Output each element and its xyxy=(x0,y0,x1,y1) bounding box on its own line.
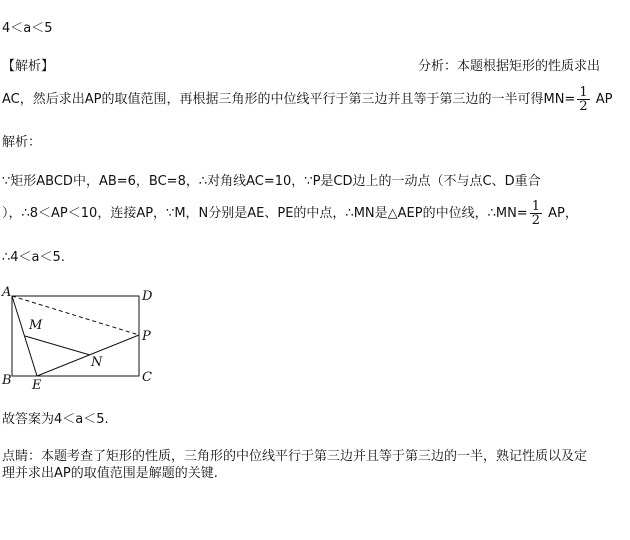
rectangle-figure xyxy=(0,283,170,393)
note-line-1: 点睛：本题考查了矩形的性质，三角形的中位线平行于第三边并且等于第三边的一半，熟记性质以及定 xyxy=(2,449,588,464)
analysis-line-2-tail: AP xyxy=(595,92,613,107)
fraction-half xyxy=(577,86,589,113)
final-answer: 故答案为4＜a＜5. xyxy=(2,412,109,427)
fraction-half-2 xyxy=(530,200,542,227)
jiexi-label: 解析： xyxy=(2,135,42,150)
label-a: A xyxy=(2,285,12,300)
label-d: D xyxy=(142,289,153,304)
segment-ae xyxy=(12,296,37,376)
rectangle-abcd xyxy=(12,296,139,376)
label-e: E xyxy=(32,378,42,393)
segment-mn xyxy=(25,336,90,355)
fraction-denominator-2: 2 xyxy=(531,213,540,228)
fraction-numerator: 1 xyxy=(579,85,588,100)
label-p: P xyxy=(142,329,151,344)
solution-line-2-text: ），∴8＜AP＜10，连接AP，∵M，N分别是AE、PE的中点，∴MN是△AEP的中位线，∴MN= xyxy=(2,206,528,221)
label-b: B xyxy=(2,373,12,388)
label-m: M xyxy=(29,318,43,333)
jiexi-header: 【解析】 xyxy=(2,59,55,74)
solution-line-3: ∴4＜a＜5. xyxy=(2,250,65,265)
analysis-line-2 xyxy=(2,86,612,113)
answer-top: 4＜a＜5 xyxy=(2,21,53,36)
solution-line-2-tail: AP， xyxy=(548,206,578,221)
analysis-label: 分析：本题根据矩形的性质求出 xyxy=(418,59,601,74)
analysis-line-2-text: AC，然后求出AP的取值范围，再根据三角形的中位线平行于第三边并且等于第三边的一半可得MN= xyxy=(2,92,576,107)
label-c: C xyxy=(142,370,152,385)
note-line-2: 理并求出AP的取值范围是解题的关键. xyxy=(2,466,218,481)
segment-ep xyxy=(37,335,139,376)
label-n: N xyxy=(91,355,103,370)
fraction-denominator: 2 xyxy=(579,99,588,114)
solution-line-2 xyxy=(2,200,578,227)
solution-line-1: ∵矩形ABCD中，AB=6，BC=8，∴对角线AC=10，∵P是CD边上的一动点（不与点C、D重合 xyxy=(2,174,541,189)
fraction-numerator-2: 1 xyxy=(531,199,540,214)
